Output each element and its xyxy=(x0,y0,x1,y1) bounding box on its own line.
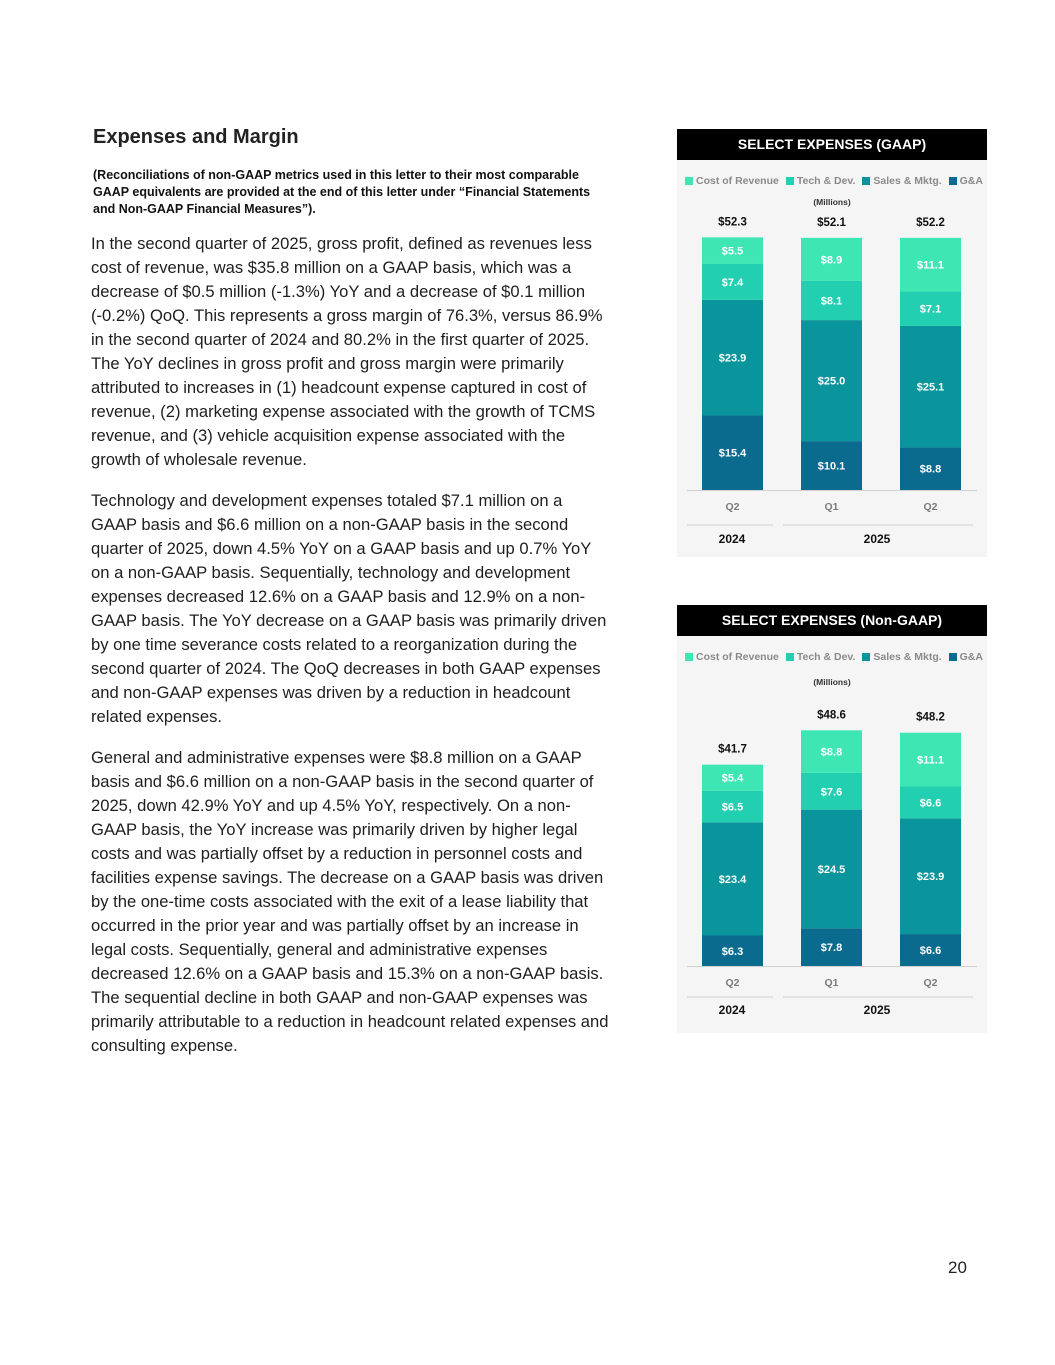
category-label: Q2 xyxy=(923,977,938,989)
data-label: $5.5 xyxy=(721,245,744,258)
data-label: $8.8 xyxy=(919,463,942,476)
data-label: $24.5 xyxy=(817,863,846,876)
paragraph-ga: General and administrative expenses were $8.8 million on a GAAP basis and $6.6 million on a non-GAAP basis in the second quarter of 2025, down 42.9% YoY and up 4.5% YoY, respectively. On a non-GAAP basis, the YoY increase was primarily driven by higher legal costs and was partially offset by a reduction in personnel costs and facilities expense savings. The decrease on a GAAP basis was driven by the one-time costs associated with the exit of a lease liability that occurred in the prior year and was partially offset by an increase in legal costs. Sequentially, general and administrative expenses decreased 12.6% on a GAAP basis and 15.3% on a non-GAAP basis. The sequential decline in both GAAP and non-GAAP expenses was primarily attributable to a reduction in headcount related expenses and consulting expense. xyxy=(91,748,609,1055)
chart-plot xyxy=(677,129,987,557)
data-label: $8.9 xyxy=(820,254,843,267)
data-label: $6.5 xyxy=(721,801,744,814)
category-label: Q2 xyxy=(923,501,938,513)
total-label: $52.1 xyxy=(817,216,846,229)
reconciliation-note: (Reconciliations of non-GAAP metrics used in this letter to their most comparable GAAP equivalents are provided at the end of this letter under “Financial Statements and Non-GAAP Financial Measures”). xyxy=(93,168,591,216)
total-label: $52.2 xyxy=(916,216,945,229)
year-label: 2025 xyxy=(863,532,891,546)
data-label: $11.1 xyxy=(917,754,944,767)
legend-label: Sales & Mktg. xyxy=(873,175,942,187)
chart-plot xyxy=(677,605,987,1033)
paragraph-tech-dev: Technology and development expenses totaled $7.1 million on a GAAP basis and $6.6 million on a non-GAAP basis in the second quarter of 2025, down 4.5% YoY on a GAAP basis and up 0.7% YoY on a non-GAAP basis. Sequentially, technology and development expenses decreased 12.6% on a GAAP basis and 12.9% on a non-GAAP basis. The YoY decrease on a GAAP basis was primarily driven by one time severance costs related to a reorganization during the second quarter of 2024. The QoQ decreases in both GAAP expenses and non-GAAP expenses was driven by a reduction in headcount related expenses. xyxy=(91,491,607,726)
data-label: $7.6 xyxy=(820,786,843,799)
data-label: $23.9 xyxy=(718,352,747,365)
data-label: $8.1 xyxy=(820,295,843,308)
chart-title: SELECT EXPENSES (GAAP) xyxy=(677,129,987,160)
chart-units: (Millions) xyxy=(813,197,851,207)
data-label: $15.4 xyxy=(718,447,747,460)
category-label: Q1 xyxy=(824,977,839,989)
data-label: $6.3 xyxy=(721,945,744,958)
data-label: $7.4 xyxy=(721,276,744,289)
legend-label: Sales & Mktg. xyxy=(873,651,942,663)
chart-gaap xyxy=(677,129,987,557)
total-label: $52.3 xyxy=(718,216,747,229)
data-label: $25.1 xyxy=(916,381,945,394)
total-label: $48.2 xyxy=(916,711,945,724)
text-column xyxy=(91,126,611,1075)
chart-units: (Millions) xyxy=(813,677,851,687)
year-label: 2024 xyxy=(718,1003,746,1017)
category-label: Q1 xyxy=(824,501,839,513)
data-label: $5.4 xyxy=(721,772,744,785)
legend-label: Cost of Revenue xyxy=(696,175,779,187)
page-number: 20 xyxy=(948,1258,967,1277)
data-label: $8.8 xyxy=(820,746,843,759)
total-label: $48.6 xyxy=(817,709,846,722)
data-label: $23.9 xyxy=(916,871,945,884)
year-label: 2024 xyxy=(718,532,746,546)
data-label: $7.8 xyxy=(820,942,843,955)
category-label: Q2 xyxy=(725,977,740,989)
data-label: $23.4 xyxy=(718,873,747,886)
category-label: Q2 xyxy=(725,501,740,513)
chart-title: SELECT EXPENSES (Non-GAAP) xyxy=(677,605,987,636)
chart-non-gaap xyxy=(677,605,987,1033)
paragraph-gross-profit: In the second quarter of 2025, gross profit, defined as revenues less cost of revenue, was $35.8 million on a GAAP basis, which was a decrease of $0.5 million (-1.3%) YoY and a decrease of $0.1 million (-0.2%) QoQ. This represents a gross margin of 76.3%, versus 86.9% in the second quarter of 2024 and 80.2% in the first quarter of 2025. The YoY declines in gross profit and gross margin were primarily attributed to increases in (1) headcount expense captured in cost of revenue, (2) marketing expense associated with the growth of TCMS revenue, and (3) vehicle acquisition expense associated with the growth of wholesale revenue. xyxy=(91,234,603,469)
legend-label: Cost of Revenue xyxy=(696,651,779,663)
data-label: $7.1 xyxy=(919,303,942,316)
legend-label: G&A xyxy=(959,175,983,187)
section-heading: Expenses and Margin xyxy=(93,126,299,148)
data-label: $6.6 xyxy=(919,945,942,958)
legend-label: Tech & Dev. xyxy=(796,175,856,187)
legend-label: Tech & Dev. xyxy=(796,651,856,663)
data-label: $11.1 xyxy=(917,259,944,272)
legend-label: G&A xyxy=(959,651,983,663)
data-label: $10.1 xyxy=(817,460,846,473)
data-label: $6.6 xyxy=(919,797,942,810)
data-label: $25.0 xyxy=(817,375,846,388)
total-label: $41.7 xyxy=(718,743,747,756)
year-label: 2025 xyxy=(863,1003,891,1017)
